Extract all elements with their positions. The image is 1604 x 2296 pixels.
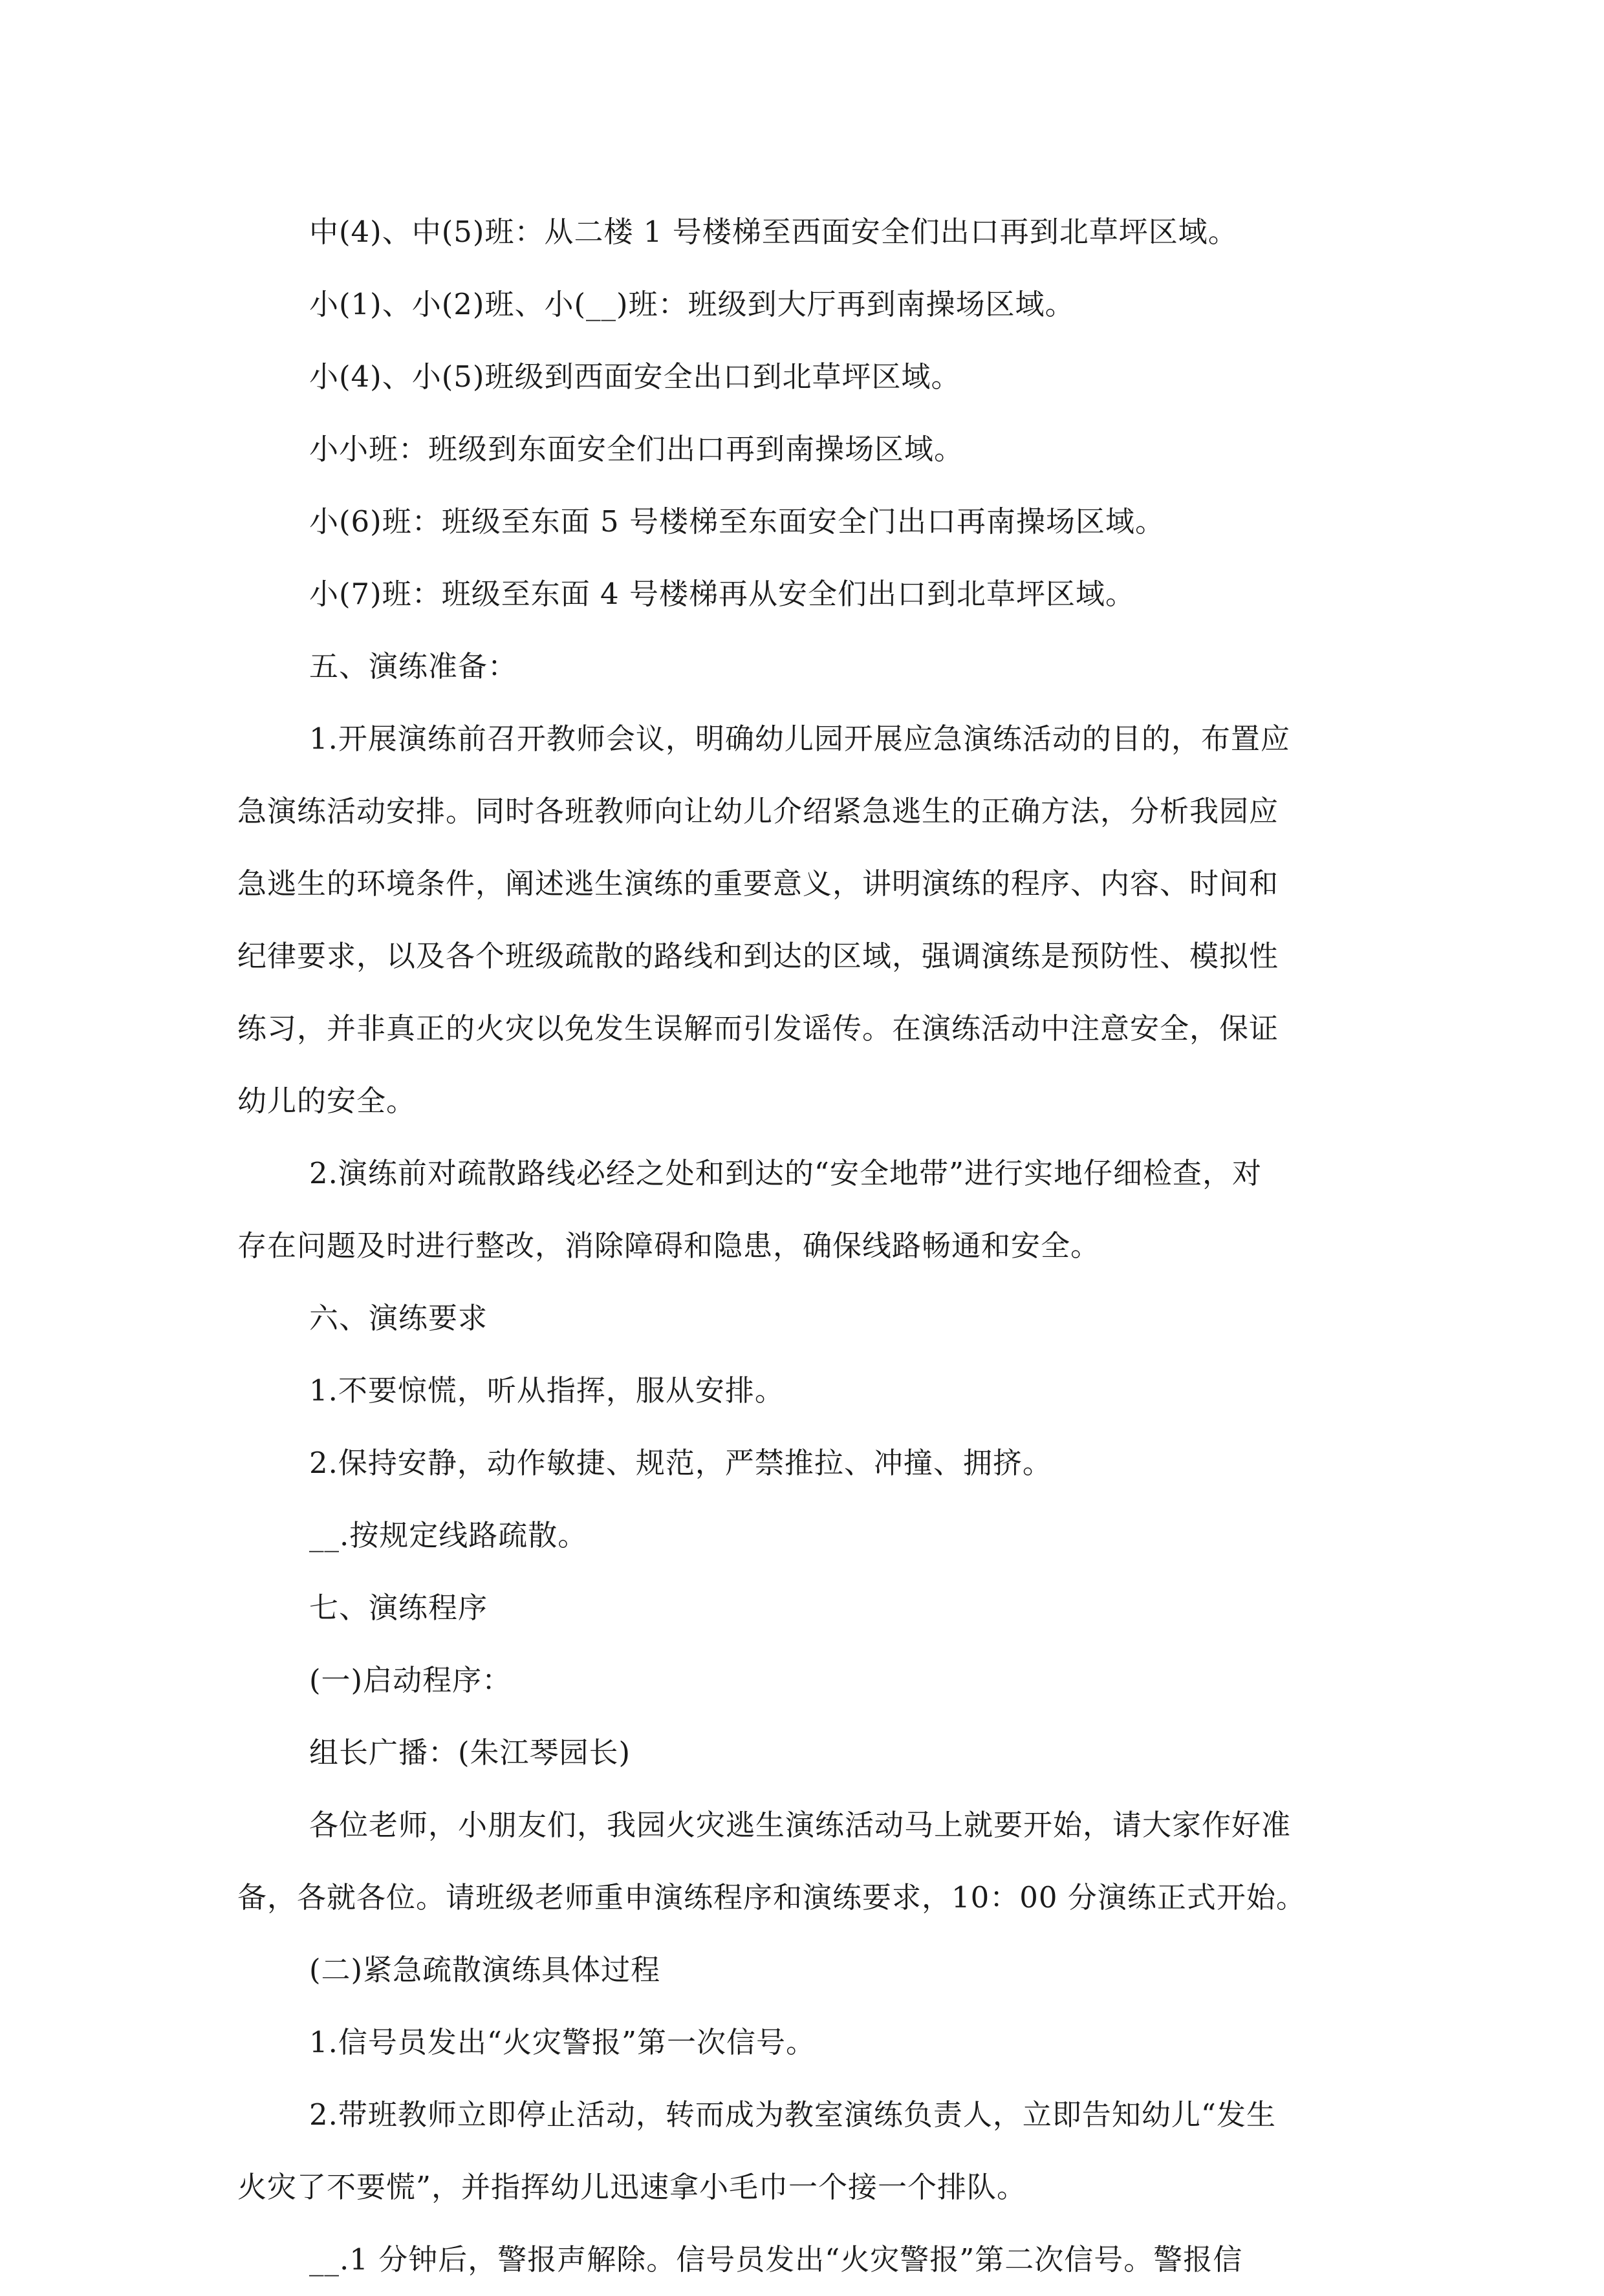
route-line-2: 小(1)、小(2)班、小(__)班：班级到大厅再到南操场区域。: [309, 287, 1075, 321]
route-line-1: 中(4)、中(5)班：从二楼 1 号楼梯至西面安全们出口再到北草坪区域。: [309, 215, 1238, 249]
prep-item-1: [237, 703, 1363, 1137]
process-step-2-line-2: 火灾了不要慌”，并指挥幼儿迅速拿小毛巾一个接一个排队。: [237, 2170, 1027, 2204]
prep-item-2-line-2: 存在问题及时进行整改，消除障碍和隐患，确保线路畅通和安全。: [237, 1228, 1101, 1263]
broadcast-message-line-1: 各位老师，小朋友们，我园火灾逃生演练活动马上就要开始，请大家作好准: [309, 1808, 1292, 1842]
process-step-1: 1.信号员发出“火灾警报”第一次信号。: [309, 2025, 816, 2059]
prep-item-2-line-1: 2.演练前对疏散路线必经之处和到达的“安全地带”进行实地仔细检查，对: [309, 1156, 1262, 1190]
requirement-3: __.按规定线路疏散。: [309, 1518, 588, 1552]
subsection-evacuation-process: (二)紧急疏散演练具体过程: [309, 1953, 661, 1987]
process-step-2-line-1: 2.带班教师立即停止活动，转而成为教室演练负责人，立即告知幼儿“发生: [309, 2098, 1276, 2132]
broadcast-message-line-2: 备，各就各位。请班级老师重申演练程序和演练要求，10：00 分演练正式开始。: [237, 1880, 1306, 1915]
broadcast-speaker: 组长广播：(朱江琴园长): [309, 1735, 631, 1770]
requirement-1: 1.不要惊慌，听从指挥，服从安排。: [309, 1373, 785, 1408]
prep-item-1-line-4: 纪律要求，以及各个班级疏散的路线和到达的区域，强调演练是预防性、模拟性: [237, 939, 1279, 973]
requirement-2: 2.保持安静，动作敏捷、规范，严禁推拉、冲撞、拥挤。: [309, 1446, 1052, 1480]
route-line-5: 小(6)班：班级至东面 5 号楼梯至东面安全门出口再南操场区域。: [309, 504, 1165, 539]
prep-item-1-line-3: 急逃生的环境条件，阐述逃生演练的重要意义，讲明演练的程序、内容、时间和: [237, 866, 1279, 901]
prep-item-1-line-5: 练习，并非真正的火灾以免发生误解而引发谣传。在演练活动中注意安全，保证: [237, 1011, 1279, 1046]
process-step-3: __.1 分钟后，警报声解除。信号员发出“火灾警报”第二次信号。警报信: [309, 2242, 1243, 2277]
prep-item-1-line-6: 幼儿的安全。: [237, 1084, 417, 1118]
prep-item-2: [237, 1137, 1363, 1282]
route-line-4: 小小班：班级到东面安全们出口再到南操场区域。: [309, 432, 964, 466]
route-line-6: 小(7)班：班级至东面 4 号楼梯再从安全们出口到北草坪区域。: [309, 577, 1135, 611]
subsection-start-procedure: (一)启动程序：: [309, 1663, 512, 1697]
section-heading-6: 六、演练要求: [309, 1301, 488, 1335]
section-heading-7: 七、演练程序: [309, 1591, 488, 1625]
process-step-2: [237, 2079, 1363, 2224]
prep-item-1-line-2: 急演练活动安排。同时各班教师向让幼儿介绍紧急逃生的正确方法，分析我园应: [237, 794, 1279, 828]
route-line-3: 小(4)、小(5)班级到西面安全出口到北草坪区域。: [309, 359, 961, 394]
document-body: [237, 196, 1363, 2296]
prep-item-1-line-1: 1.开展演练前召开教师会议，明确幼儿园开展应急演练活动的目的，布置应: [309, 722, 1290, 756]
broadcast-message: [237, 1789, 1363, 1934]
section-heading-5: 五、演练准备：: [309, 649, 518, 683]
